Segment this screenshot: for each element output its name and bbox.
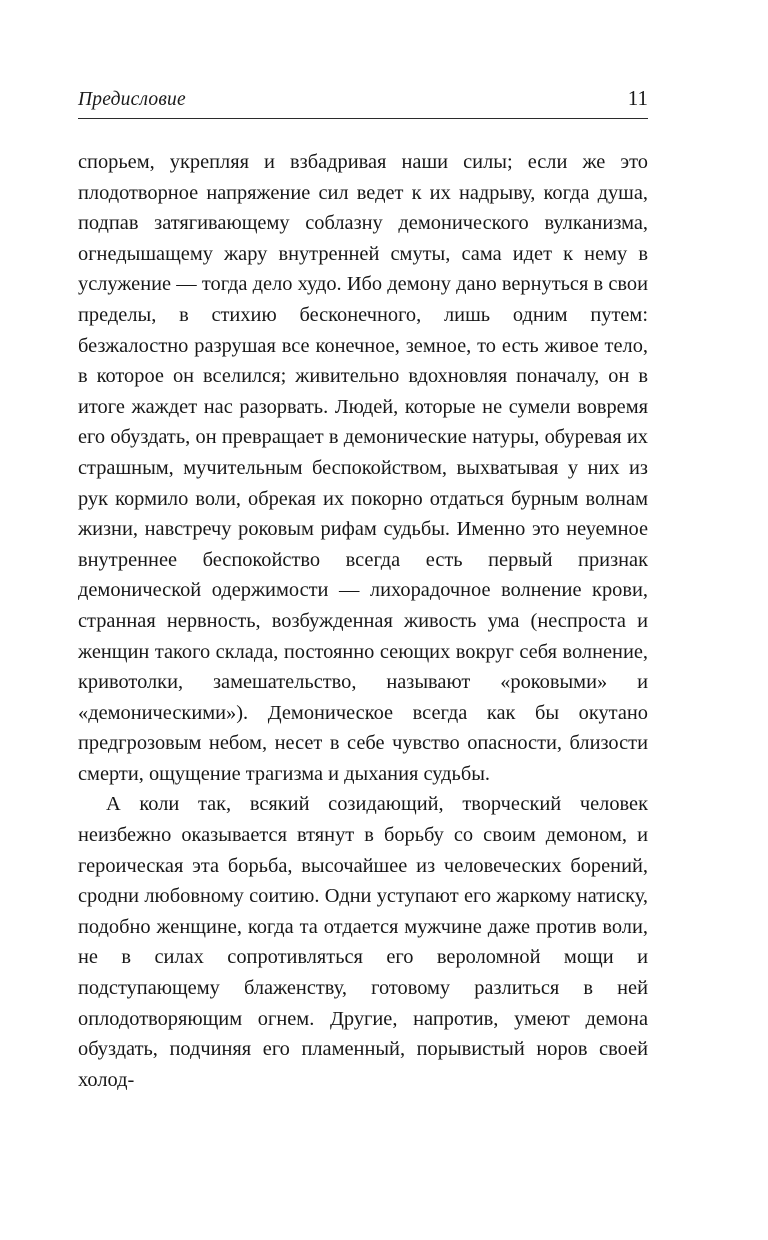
paragraph-continuation: спорьем, укрепляя и взбадривая наши силы; если же это плодотворное напряжение сил ведет к их надрыву, когда душа, подпав затягивающему соблазну демонического вулканизма, огнедышащему жару внутренней смуты, сама идет к нему в услужение — тогда дело худо. Ибо демону дано вернуться в свои пределы, в стихию бесконечного, лишь одним путем: безжалостно разрушая все конечное, земное, то есть живое тело, в которое он вселился; живительно вдохновляя поначалу, он в итоге жаждет нас разорвать. Людей, которые не сумели вовремя его обуздать, он превращает в демонические натуры, обуревая их страшным, мучительным беспокойством, выхватывая у них из рук кормило воли, обрекая их покорно отдаться бурным волнам жизни, навстречу роковым рифам судьбы. Именно это неуемное внутреннее беспокойство всегда есть первый признак демонической одержимости — лихорадочное волнение крови, странная нервность, возбужденная живость ума (неспроста и женщин такого склада, постоянно сеющих вокруг себя волнение, кривотолки, замешательство, называют «роковыми» и «демоническими»). Демоническое всегда как бы окутано предгрозовым небом, несет в себе чувство опасности, близости смерти, ощущение трагизма и дыхания судьбы. <box>78 151 648 785</box>
page-number: 11 <box>627 86 648 110</box>
body-text <box>78 147 648 1095</box>
running-head <box>78 86 648 119</box>
paragraph: А коли так, всякий созидающий, творческий человек неизбежно оказывается втянут в борьбу со своим демоном, и героическая эта борьба, высочайшее из человеческих борений, сродни любовному соитию. Одни уступают его жаркому натиску, подобно женщине, когда та отдается мужчине даже против воли, не в силах сопротивляться его вероломной мощи и подступающему блаженству, готовому разлиться в ней оплодотворяющим огнем. Другие, напротив, умеют демона обуздать, подчиняя его пламенный, порывистый норов своей холод- <box>78 793 648 1091</box>
page-content <box>78 86 648 1095</box>
running-head-chapter-title: Предисловие <box>78 89 186 110</box>
